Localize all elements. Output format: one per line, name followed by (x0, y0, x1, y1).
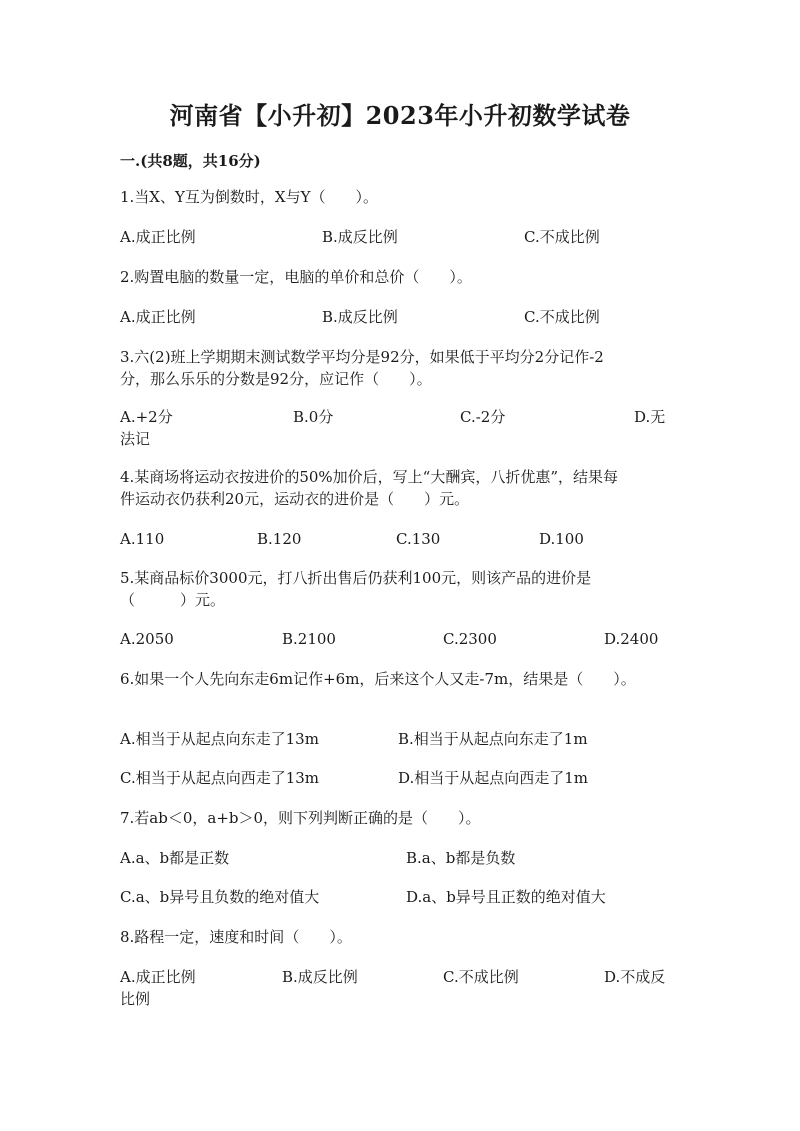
question-4-option-b: B.120 (257, 530, 302, 548)
question-2-option-b: B.成反比例 (322, 308, 398, 326)
question-4-stem-line1: 4.某商场将运动衣按进价的50%加价后，写上“大酬宾，八折优惠”，结果每 (120, 468, 618, 486)
question-6-stem: 6.如果一个人先向东走6m记作+6m，后来这个人又走-7m，结果是（ ）。 (120, 670, 636, 688)
section-heading: 一.(共8题，共16分) (120, 152, 261, 170)
question-1-option-b: B.成反比例 (322, 228, 398, 246)
question-8-option-d: D.不成反 (604, 968, 666, 986)
question-5-option-b: B.2100 (282, 630, 336, 648)
question-1-option-a: A.成正比例 (120, 228, 196, 246)
question-6-option-a: A.相当于从起点向东走了13m (120, 730, 319, 748)
question-7-option-c: C.a、b异号且负数的绝对值大 (120, 888, 320, 906)
question-1-option-c: C.不成比例 (524, 228, 600, 246)
question-8-option-a: A.成正比例 (120, 968, 196, 986)
question-8-stem: 8.路程一定，速度和时间（ ）。 (120, 928, 352, 946)
question-3-option-d: D.无 (634, 408, 666, 426)
question-6-option-b: B.相当于从起点向东走了1m (398, 730, 588, 748)
question-5-option-a: A.2050 (120, 630, 174, 648)
question-5-stem-line2: （ ）元。 (120, 591, 226, 609)
question-6-option-c: C.相当于从起点向西走了13m (120, 769, 320, 787)
question-3-option-b: B.0分 (293, 408, 334, 426)
question-7-option-d: D.a、b异号且正数的绝对值大 (406, 888, 606, 906)
question-7-option-a: A.a、b都是正数 (120, 849, 230, 867)
question-8-option-d-wrap: 比例 (120, 990, 151, 1008)
question-3-option-d-wrap: 法记 (120, 430, 151, 448)
question-5-option-c: C.2300 (443, 630, 497, 648)
question-6-option-d: D.相当于从起点向西走了1m (398, 769, 589, 787)
question-3-option-c: C.-2分 (460, 408, 506, 426)
question-8-option-b: B.成反比例 (282, 968, 358, 986)
question-4-stem-line2: 件运动衣仍获利20元，运动衣的进价是（ ）元。 (120, 490, 470, 508)
question-3-stem-line1: 3.六(2)班上学期期末测试数学平均分是92分，如果低于平均分2分记作-2 (120, 348, 604, 366)
question-4-option-c: C.130 (396, 530, 441, 548)
question-2-option-c: C.不成比例 (524, 308, 600, 326)
page-title: 河南省【小升初】2023年小升初数学试卷 (169, 101, 631, 130)
question-7-stem: 7.若ab＜0，a+b＞0，则下列判断正确的是（ ）。 (120, 809, 481, 827)
question-4-option-d: D.100 (539, 530, 584, 548)
question-5-stem-line1: 5.某商品标价3000元，打八折出售后仍获利100元，则该产品的进价是 (120, 569, 592, 587)
question-7-option-b: B.a、b都是负数 (406, 849, 516, 867)
question-1-stem: 1.当X、Y互为倒数时，X与Y（ ）。 (120, 188, 378, 206)
question-3-stem-line2: 分，那么乐乐的分数是92分，应记作（ ）。 (120, 370, 432, 388)
question-8-option-c: C.不成比例 (443, 968, 519, 986)
question-3-option-a: A.+2分 (120, 408, 173, 426)
question-2-option-a: A.成正比例 (120, 308, 196, 326)
question-2-stem: 2.购置电脑的数量一定，电脑的单价和总价（ ）。 (120, 268, 472, 286)
question-4-option-a: A.110 (120, 530, 165, 548)
question-5-option-d: D.2400 (604, 630, 659, 648)
